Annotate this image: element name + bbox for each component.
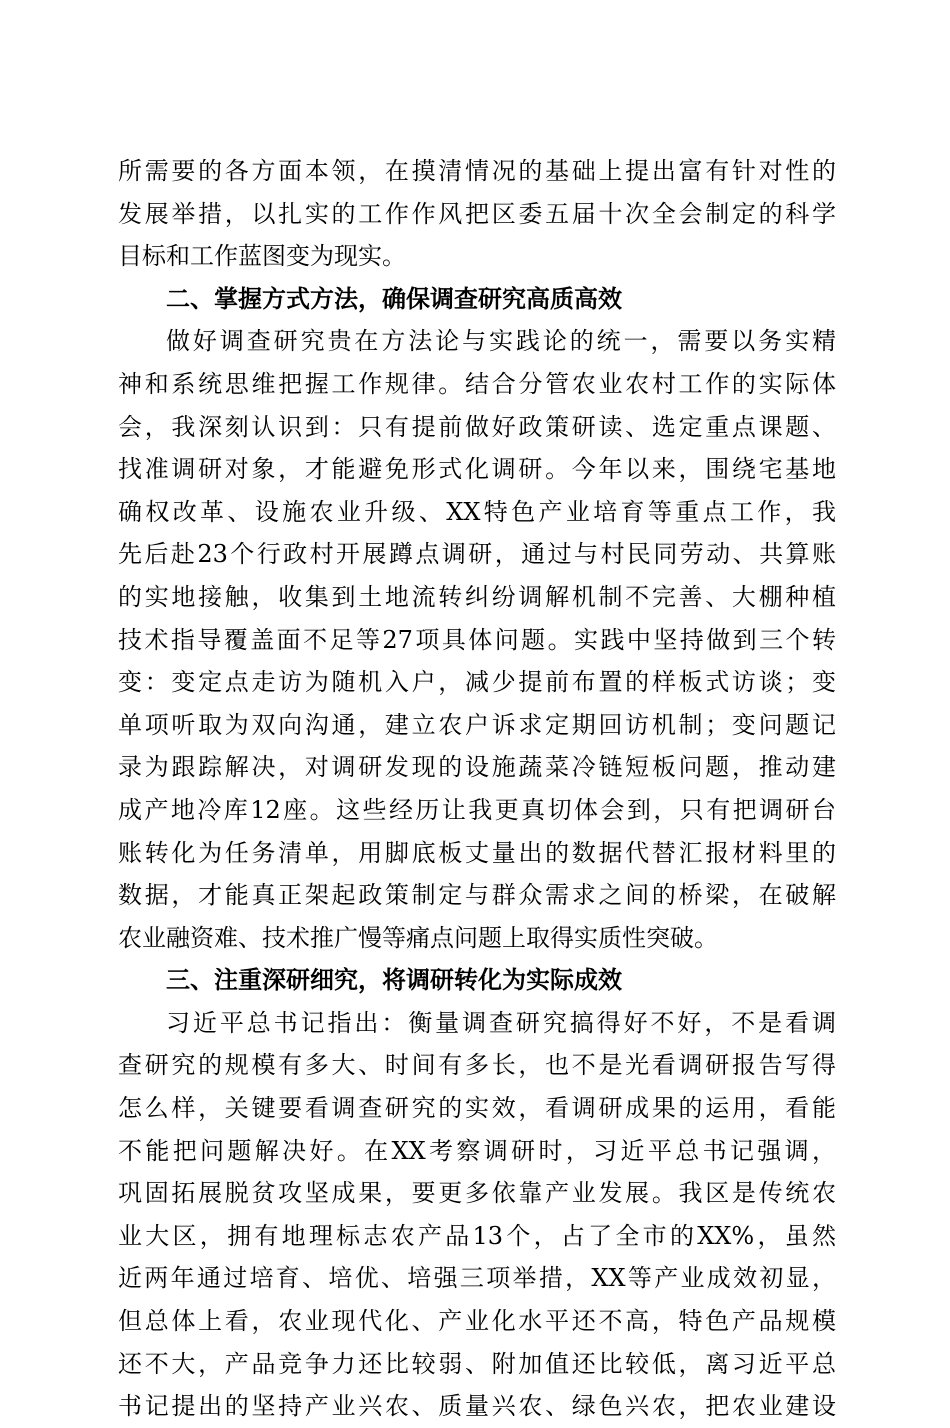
paragraph-line: 书记提出的坚持产业兴农、质量兴农、绿色兴农，把农业建设 [118,1392,836,1421]
paragraph-line: 不能把问题解决好。在XX考察调研时，习近平总书记强调， [118,1136,836,1165]
paragraph-line: 录为跟踪解决，对调研发现的设施蔬菜冷链短板问题，推动建 [118,753,836,782]
paragraph-line: 目标和工作蓝图变为现实。 [118,242,406,271]
paragraph-line: 变：变定点走访为随机入户，减少提前布置的样板式访谈；变 [118,668,836,697]
paragraph-line: 发展举措，以扎实的工作作风把区委五届十次全会制定的科学 [118,199,836,228]
paragraph-line: 先后赴23个行政村开展蹲点调研，通过与村民同劳动、共算账 [118,540,836,569]
paragraph-line: 技术指导覆盖面不足等27项具体问题。实践中坚持做到三个转 [118,625,836,654]
document-page [118,150,836,1428]
section-heading-2: 二、掌握方式方法，确保调查研究高质高效 [166,284,622,313]
paragraph-line: 神和系统思维把握工作规律。结合分管农业农村工作的实际体 [118,369,836,398]
paragraph-line: 还不大，产品竞争力还比较弱、附加值还比较低，离习近平总 [118,1349,836,1378]
paragraph-line: 巩固拓展脱贫攻坚成果，要更多依靠产业发展。我区是传统农 [118,1179,836,1208]
paragraph-line: 的实地接触，收集到土地流转纠纷调解机制不完善、大棚种植 [118,582,836,611]
paragraph-line: 数据，才能真正架起政策制定与群众需求之间的桥梁，在破解 [118,881,836,910]
paragraph-line: 找准调研对象，才能避免形式化调研。今年以来，围绕宅基地 [118,455,836,484]
paragraph-line: 做好调查研究贵在方法论与实践论的统一，需要以务实精 [166,327,836,356]
paragraph-line: 成产地冷库12座。这些经历让我更真切体会到，只有把调研台 [118,795,836,824]
paragraph-line: 近两年通过培育、培优、培强三项举措，XX等产业成效初显， [118,1264,836,1293]
paragraph-line: 确权改革、设施农业升级、XX特色产业培育等重点工作，我 [118,497,836,526]
paragraph-line: 账转化为任务清单，用脚底板丈量出的数据代替汇报材料里的 [118,838,836,867]
paragraph-line: 查研究的规模有多大、时间有多长，也不是光看调研报告写得 [118,1051,836,1080]
paragraph-line: 会，我深刻认识到：只有提前做好政策研读、选定重点课题、 [118,412,836,441]
paragraph-line: 业大区，拥有地理标志农产品13个，占了全市的XX%，虽然 [118,1221,836,1250]
paragraph-line: 单项听取为双向沟通，建立农户诉求定期回访机制；变问题记 [118,710,836,739]
paragraph-line: 但总体上看，农业现代化、产业化水平还不高，特色产品规模 [118,1307,836,1336]
paragraph-line: 农业融资难、技术推广慢等痛点问题上取得实质性突破。 [118,923,718,952]
paragraph-line: 习近平总书记指出：衡量调查研究搞得好不好，不是看调 [166,1008,836,1037]
paragraph-line: 所需要的各方面本领，在摸清情况的基础上提出富有针对性的 [118,157,836,185]
paragraph-line: 怎么样，关键要看调查研究的实效，看调研成果的运用，看能 [118,1094,836,1123]
section-heading-3: 三、注重深研细究，将调研转化为实际成效 [166,966,622,995]
